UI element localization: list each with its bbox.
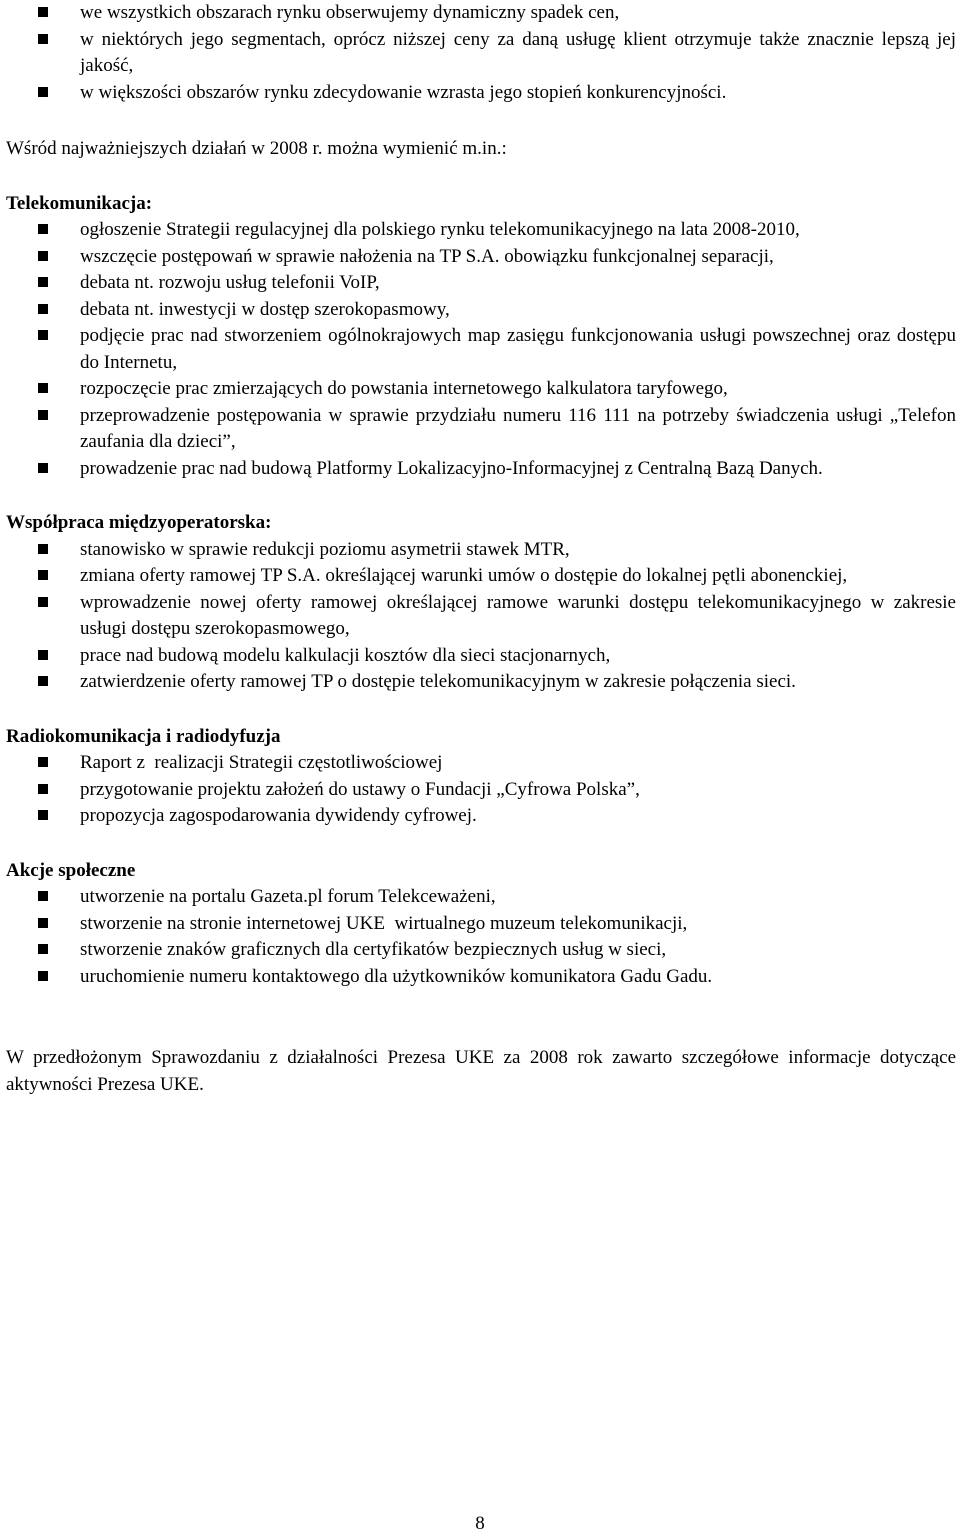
- spacer: [6, 830, 956, 858]
- list-item-text: wszczęcie postępowań w sprawie nałożenia na TP S.A. obowiązku funkcjonalnej separacji,: [80, 245, 774, 267]
- list-item: [6, 403, 956, 456]
- list-item-text: stworzenie znaków graficznych dla certyfikatów bezpiecznych usług w sieci,: [80, 939, 667, 960]
- square-bullet-icon: [38, 34, 48, 44]
- list-item-text: ogłoszenie Strategii regulacyjnej dla polskiego rynku telekomunikacyjnego na lata 2008-2010,: [80, 219, 800, 240]
- list-item: [6, 884, 956, 911]
- lead-paragraph: Wśród najważniejszych działań w 2008 r. można wymienić m.in.:: [6, 138, 507, 159]
- list-item: [6, 244, 956, 271]
- telekomunikacja-list: [6, 217, 956, 482]
- list-item: [6, 297, 956, 324]
- square-bullet-icon: [38, 784, 48, 794]
- list-item-text: debata nt. inwestycji w dostęp szerokopasmowy,: [80, 298, 450, 320]
- list-item: [6, 27, 956, 80]
- square-bullet-icon: [38, 891, 48, 901]
- radiokomunikacja-list: [6, 750, 956, 830]
- section-heading-telekomunikacja: Telekomunikacja:: [6, 192, 153, 214]
- list-item-text: stanowisko w sprawie redukcji poziomu asymetrii stawek MTR,: [80, 538, 570, 560]
- list-item-text: wprowadzenie nowej oferty ramowej określającej ramowe warunki dostępu telekomunikacyjnego w zakresie usługi dostępu szerokopasmowego,: [80, 591, 956, 639]
- square-bullet-icon: [38, 597, 48, 607]
- square-bullet-icon: [38, 650, 48, 660]
- list-item: [6, 563, 956, 590]
- list-item-text: przygotowanie projektu założeń do ustawy o Fundacji „Cyfrowa Polska”,: [80, 778, 640, 800]
- list-item-text: debata nt. rozwoju usług telefonii VoIP,: [80, 272, 380, 293]
- square-bullet-icon: [38, 87, 48, 97]
- square-bullet-icon: [38, 251, 48, 261]
- square-bullet-icon: [38, 944, 48, 954]
- spacer: [6, 990, 956, 1045]
- intro-bullet-list: [6, 0, 956, 106]
- section-heading-wspolpraca: Współpraca międzyoperatorska:: [6, 512, 272, 533]
- closing-paragraph: W przedłożonym Sprawozdaniu z działalności Prezesa UKE za 2008 rok zawarto szczegółowe informacje dotyczące aktywności Prezesa UKE.: [6, 1047, 956, 1095]
- list-item: [6, 376, 956, 403]
- spacer: [6, 106, 956, 136]
- list-item-text: propozycja zagospodarowania dywidendy cyfrowej.: [80, 805, 477, 826]
- list-item-text: stworzenie na stronie internetowej UKE wirtualnego muzeum telekomunikacji,: [80, 912, 688, 934]
- wspolpraca-list: [6, 537, 956, 696]
- list-item-text: utworzenie na portalu Gazeta.pl forum Telekcеważeni,: [80, 886, 496, 907]
- akcje-spoleczne-list: [6, 884, 956, 990]
- section-heading-akcje-spoleczne: Akcje społeczne: [6, 859, 136, 881]
- square-bullet-icon: [38, 224, 48, 234]
- list-item: [6, 803, 956, 830]
- list-item: [6, 456, 956, 483]
- list-item: [6, 964, 956, 991]
- list-item-text: prace nad budową modelu kalkulacji kosztów dla sieci stacjonarnych,: [80, 644, 611, 666]
- list-item: [6, 217, 956, 244]
- list-item: [6, 0, 956, 27]
- list-item: [6, 590, 956, 643]
- list-item-text: rozpoczęcie prac zmierzających do powstania internetowego kalkulatora taryfowego,: [80, 378, 728, 399]
- square-bullet-icon: [38, 810, 48, 820]
- list-item-text: uruchomienie numeru kontaktowego dla użytkowników komunikatora Gadu Gadu.: [80, 965, 713, 987]
- list-item-text: prowadzenie prac nad budową Platformy Lokalizacyjno-Informacyjnej z Centralną Bazą Danych.: [80, 457, 823, 479]
- list-item: [6, 911, 956, 938]
- square-bullet-icon: [38, 330, 48, 340]
- page-content: [6, 0, 956, 1098]
- square-bullet-icon: [38, 463, 48, 473]
- page-number: 8: [475, 1513, 485, 1534]
- list-item: [6, 750, 956, 777]
- list-item-text: podjęcie prac nad stworzeniem ogólnokrajowych map zasięgu funkcjonowania usługi powszechnej oraz dostępu do Internetu,: [80, 325, 956, 373]
- list-item: [6, 643, 956, 670]
- list-item-text: w niektórych jego segmentach, oprócz niższej ceny za daną usługę klient otrzymuje także znacznie lepszą jej jakość,: [80, 28, 956, 76]
- square-bullet-icon: [38, 570, 48, 580]
- list-item-text: we wszystkich obszarach rynku obserwujemy dynamiczny spadek cen,: [80, 2, 620, 23]
- list-item: [6, 669, 956, 696]
- list-item: [6, 537, 956, 564]
- list-item: [6, 270, 956, 297]
- list-item: [6, 937, 956, 964]
- list-item-text: zatwierdzenie oferty ramowej TP o dostępie telekomunikacyjnym w zakresie połączenia sieci.: [80, 671, 796, 692]
- list-item: [6, 323, 956, 376]
- list-item: [6, 80, 956, 107]
- spacer: [6, 696, 956, 724]
- spacer: [6, 482, 956, 510]
- square-bullet-icon: [38, 383, 48, 393]
- square-bullet-icon: [38, 676, 48, 686]
- list-item: [6, 777, 956, 804]
- square-bullet-icon: [38, 918, 48, 928]
- square-bullet-icon: [38, 304, 48, 314]
- list-item-text: w większości obszarów rynku zdecydowanie wzrasta jego stopień konkurencyjności.: [80, 81, 727, 103]
- square-bullet-icon: [38, 757, 48, 767]
- list-item-text: zmiana oferty ramowej TP S.A. określającej warunki umów o dostępie do lokalnej pętli abonenckiej,: [80, 565, 848, 586]
- square-bullet-icon: [38, 971, 48, 981]
- square-bullet-icon: [38, 277, 48, 287]
- square-bullet-icon: [38, 410, 48, 420]
- list-item-text: przeprowadzenie postępowania w sprawie przydziału numeru 116 111 na potrzeby świadczenia usługi „Telefon zaufania dla dzieci”,: [80, 404, 956, 452]
- square-bullet-icon: [38, 7, 48, 17]
- section-heading-radiokomunikacja: Radiokomunikacja i radiodyfuzja: [6, 725, 281, 747]
- square-bullet-icon: [38, 544, 48, 554]
- spacer: [6, 163, 956, 191]
- list-item-text: Raport z realizacji Strategii częstotliwościowej: [80, 752, 443, 773]
